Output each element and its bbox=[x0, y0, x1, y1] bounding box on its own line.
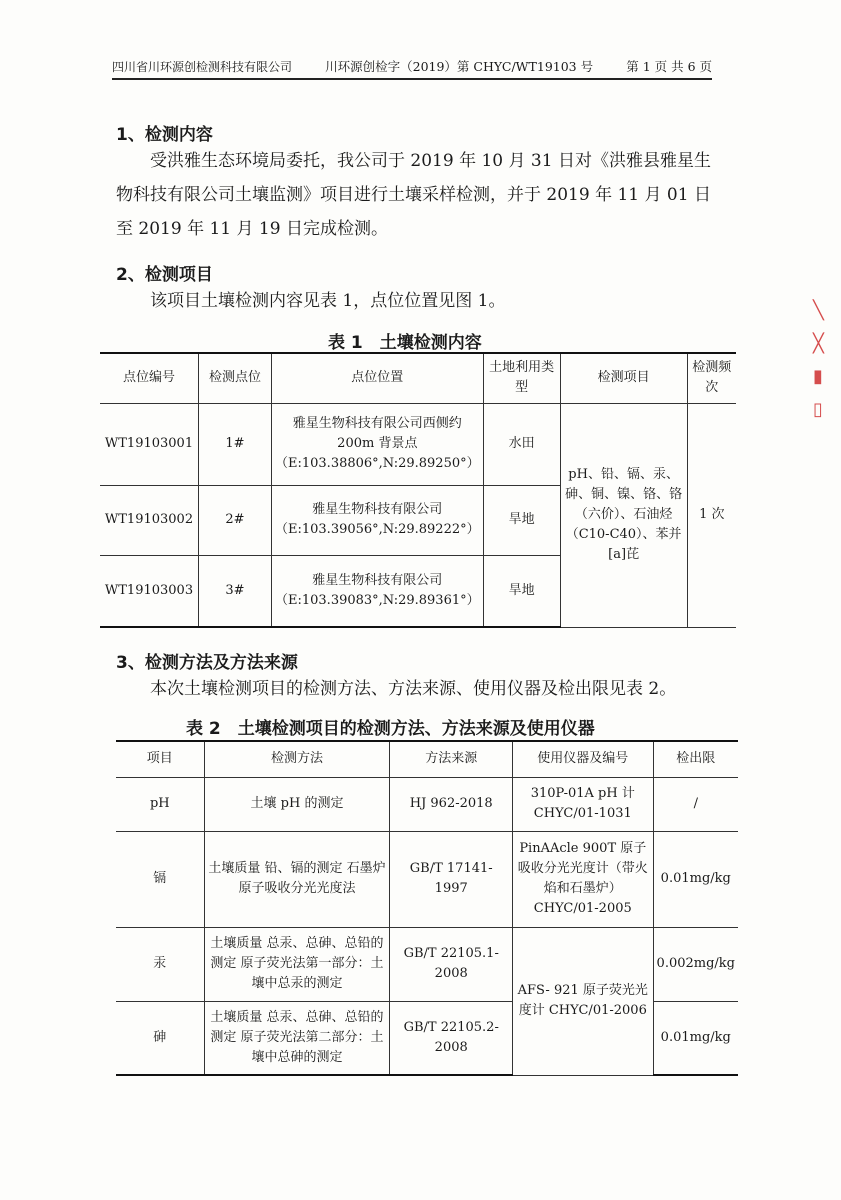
t1-items: pH、铅、镉、汞、砷、铜、镍、铬、铬（六价）、石油烃（C10-C40）、苯并[a]芘 bbox=[560, 403, 687, 627]
t2-limit: 0.002mg/kg bbox=[653, 927, 738, 1001]
table-row bbox=[116, 831, 738, 927]
t2-source: GB/T 22105.1-2008 bbox=[390, 927, 513, 1001]
t1-code: WT19103001 bbox=[100, 403, 199, 485]
t2-source: GB/T 22105.2-2008 bbox=[390, 1001, 513, 1075]
page-header bbox=[112, 60, 712, 80]
t2-item: pH bbox=[116, 777, 204, 831]
t1-land-use: 旱地 bbox=[483, 555, 560, 627]
t2-instrument: 310P-01A pH 计 CHYC/01-1031 bbox=[513, 777, 654, 831]
t2-method: 土壤 pH 的测定 bbox=[204, 777, 390, 831]
t1-land-use: 旱地 bbox=[483, 485, 560, 555]
t1-header: 点位位置 bbox=[272, 353, 484, 403]
t1-point: 2# bbox=[199, 485, 272, 555]
section-3-text: 本次土壤检测项目的检测方法、方法来源、使用仪器及检出限见表 2。 bbox=[150, 679, 677, 699]
t2-header: 检测方法 bbox=[204, 741, 390, 777]
t1-location: 雅星生物科技有限公司 （E:103.39056°,N:29.89222°） bbox=[272, 485, 484, 555]
t2-item: 砷 bbox=[116, 1001, 204, 1075]
table-2 bbox=[116, 740, 738, 1076]
table-1 bbox=[100, 352, 736, 628]
t1-code: WT19103002 bbox=[100, 485, 199, 555]
table-row bbox=[100, 403, 736, 485]
seal-stamp-edge: ╲ ╳ ▮ ▯ bbox=[813, 300, 824, 420]
t2-source: GB/T 17141-1997 bbox=[390, 831, 513, 927]
table-row bbox=[116, 777, 738, 831]
t2-limit: 0.01mg/kg bbox=[653, 1001, 738, 1075]
header-page-number: 第 1 页 共 6 页 bbox=[626, 59, 712, 74]
t1-header: 检测点位 bbox=[199, 353, 272, 403]
section-1-text: 受洪雅生态环境局委托，我公司于 2019 年 10 月 31 日对《洪雅县雅星生物科技有限公司土壤监测》项目进行土壤采样检测，并于 2019 年 11 月 01 日至 2019 年 11 月 19 日完成检测。 bbox=[116, 151, 711, 239]
t2-limit: 0.01mg/kg bbox=[653, 831, 738, 927]
t2-header: 项目 bbox=[116, 741, 204, 777]
t2-limit: / bbox=[653, 777, 738, 831]
t1-header: 检测项目 bbox=[560, 353, 687, 403]
t2-source: HJ 962-2018 bbox=[390, 777, 513, 831]
t1-land-use: 水田 bbox=[483, 403, 560, 485]
t1-point: 1# bbox=[199, 403, 272, 485]
t2-method: 土壤质量 总汞、总砷、总铅的测定 原子荧光法第二部分：土壤中总砷的测定 bbox=[204, 1001, 390, 1075]
t2-method: 土壤质量 铅、镉的测定 石墨炉原子吸收分光光度法 bbox=[204, 831, 390, 927]
t2-instrument-shared: AFS- 921 原子荧光光度计 CHYC/01-2006 bbox=[513, 927, 654, 1075]
t2-item: 汞 bbox=[116, 927, 204, 1001]
t1-location: 雅星生物科技有限公司西侧约 200m 背景点 （E:103.38806°,N:29.89250°） bbox=[272, 403, 484, 485]
t2-header: 使用仪器及编号 bbox=[513, 741, 654, 777]
t1-location: 雅星生物科技有限公司 （E:103.39083°,N:29.89361°） bbox=[272, 555, 484, 627]
t1-code: WT19103003 bbox=[100, 555, 199, 627]
t1-header: 土地利用类型 bbox=[483, 353, 560, 403]
t2-header: 检出限 bbox=[653, 741, 738, 777]
section-3-title: 3、检测方法及方法来源 bbox=[116, 653, 298, 673]
section-2-text: 该项目土壤检测内容见表 1，点位位置见图 1。 bbox=[150, 291, 506, 311]
t1-frequency: 1 次 bbox=[687, 403, 736, 627]
header-company: 四川省川环源创检测科技有限公司 bbox=[112, 60, 293, 74]
header-doc-number: 川环源创检字（2019）第 CHYC/WT19103 号 bbox=[325, 59, 594, 74]
t2-item: 镉 bbox=[116, 831, 204, 927]
section-2-title: 2、检测项目 bbox=[116, 265, 213, 285]
table-1-caption: 表 1 土壤检测内容 bbox=[328, 333, 482, 353]
t1-header: 点位编号 bbox=[100, 353, 199, 403]
table-row bbox=[116, 927, 738, 1001]
t1-header: 检测频次 bbox=[687, 353, 736, 403]
t1-point: 3# bbox=[199, 555, 272, 627]
section-1-title: 1、检测内容 bbox=[116, 125, 213, 145]
t2-method: 土壤质量 总汞、总砷、总铅的测定 原子荧光法第一部分：土壤中总汞的测定 bbox=[204, 927, 390, 1001]
t2-instrument: PinAAcle 900T 原子吸收分光光度计（带火焰和石墨炉）CHYC/01-2005 bbox=[513, 831, 654, 927]
t2-header: 方法来源 bbox=[390, 741, 513, 777]
table-2-caption: 表 2 土壤检测项目的检测方法、方法来源及使用仪器 bbox=[186, 719, 595, 739]
